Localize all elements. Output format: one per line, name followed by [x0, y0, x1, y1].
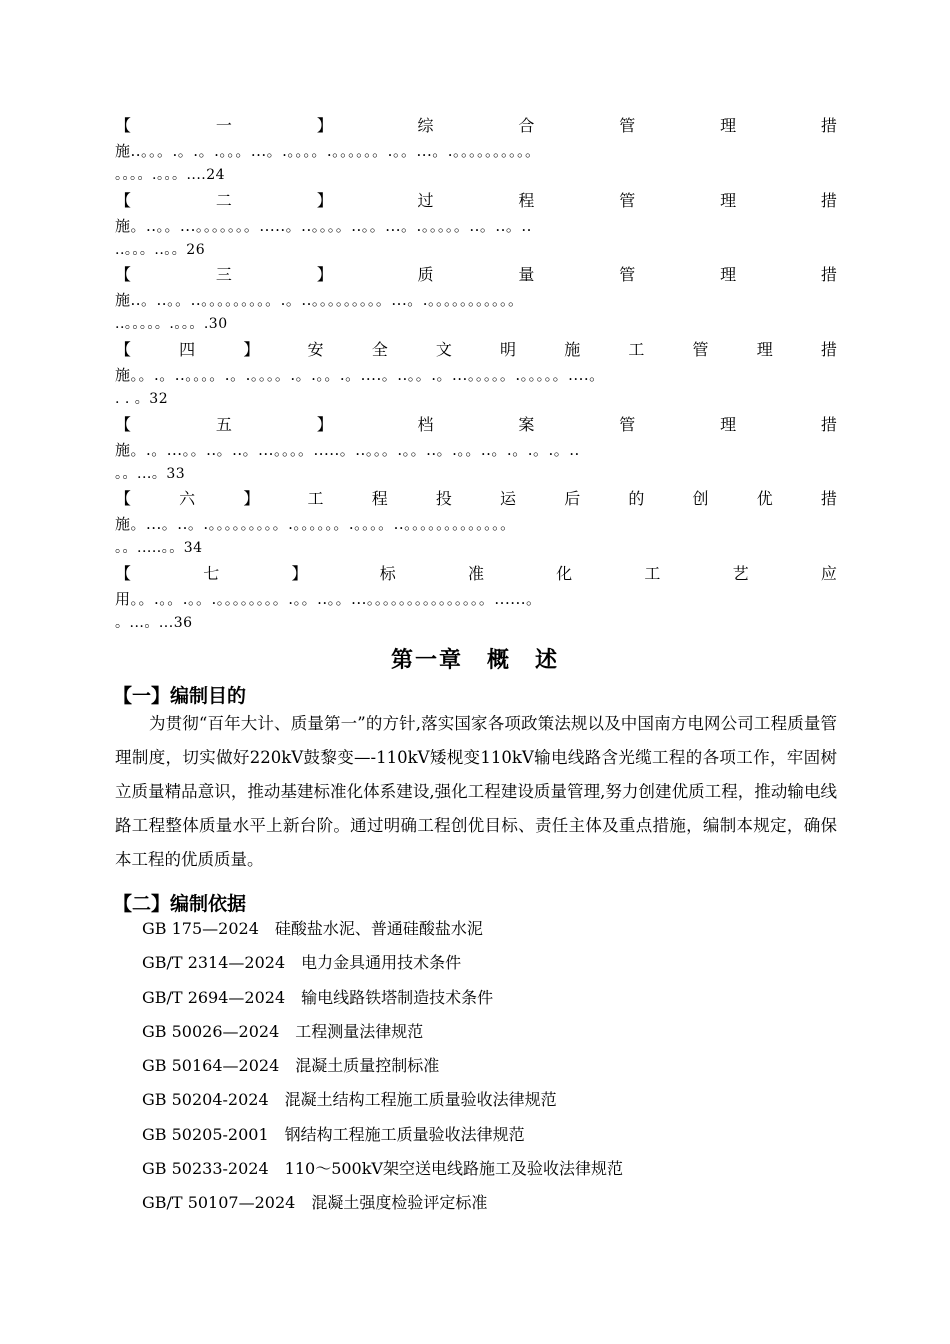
- toc-char: 六: [179, 489, 196, 509]
- list-item: [142, 981, 623, 1015]
- toc-char: 质: [417, 265, 434, 285]
- table-of-contents: [115, 112, 837, 635]
- toc-char: 一: [215, 116, 232, 135]
- toc-char: 措: [820, 265, 837, 285]
- standard-code: GB 50204-2024: [142, 1090, 269, 1110]
- list-item: [142, 1152, 623, 1186]
- toc-char: 理: [756, 340, 773, 360]
- toc-char: 措: [820, 190, 837, 210]
- toc-char: 【: [115, 489, 132, 509]
- toc-char: 四: [179, 340, 196, 360]
- standard-name: 混凝土强度检验评定标准: [311, 1193, 488, 1213]
- toc-leader-dots: 用。。.。。.。。.。。。。。。。。.。。..。。...。。。。。。。。。。。。。。。......。: [115, 590, 542, 609]
- toc-char: 三: [215, 265, 232, 285]
- toc-char: 量: [518, 265, 535, 285]
- toc-entry[interactable]: [115, 261, 837, 336]
- toc-char: 施: [564, 340, 581, 360]
- toc-entry[interactable]: [115, 187, 837, 262]
- toc-char: 文: [435, 340, 452, 360]
- toc-char: 措: [820, 340, 837, 360]
- toc-char: 理: [720, 265, 737, 285]
- toc-char: 五: [215, 414, 232, 434]
- toc-char: 过: [417, 190, 434, 210]
- toc-char: 理: [720, 116, 737, 135]
- toc-char: 后: [564, 489, 581, 509]
- toc-char: 】: [243, 340, 260, 360]
- list-item: [142, 1049, 623, 1083]
- toc-char: 创: [692, 489, 709, 509]
- standard-code: GB 50233-2024: [142, 1159, 269, 1179]
- toc-leader-dots: 施。...。..。.。。。。。。。。。.。。。。。。.。。。。..。。。。。。。。。。。。。: [115, 515, 516, 534]
- toc-entry-title: [115, 112, 837, 139]
- list-item: [142, 1083, 623, 1117]
- standard-name: 混凝土结构工程施工质量验收法律规范: [284, 1090, 557, 1110]
- standard-code: GB/T 2314—2024: [142, 953, 286, 973]
- toc-char: 投: [435, 489, 452, 509]
- toc-char: 合: [518, 116, 535, 135]
- toc-char: 工: [644, 564, 661, 584]
- toc-char: 理: [720, 414, 737, 434]
- toc-page-number: 。...。...36: [115, 615, 193, 632]
- toc-char: 程: [518, 190, 535, 210]
- toc-char: 管: [619, 414, 636, 434]
- toc-leader-dots: 施。.。...。。..。..。...。。。。.....。..。。。.。。..。.。。..。.。.。.。..: [115, 440, 580, 459]
- toc-char: 明: [500, 340, 517, 360]
- toc-entry-title: [115, 485, 837, 512]
- toc-char: 应: [820, 564, 837, 584]
- toc-char: 艺: [732, 564, 749, 584]
- toc-char: 七: [203, 564, 220, 584]
- standard-name: 输电线路铁塔制造技术条件: [301, 987, 494, 1007]
- toc-entry-title: [115, 336, 837, 363]
- section-title-basis: 【二】编制依据: [113, 893, 247, 915]
- toc-char: 管: [619, 265, 636, 285]
- standard-code: GB 50205-2001: [142, 1124, 269, 1144]
- toc-char: 管: [619, 190, 636, 210]
- standard-name: 110～500kV架空送电线路施工及验收法律规范: [284, 1159, 623, 1179]
- toc-entry-title: [115, 187, 837, 214]
- toc-char: 管: [619, 116, 636, 135]
- toc-char: 措: [820, 489, 837, 509]
- toc-char: 案: [518, 414, 535, 434]
- toc-page-number: 。。...。33: [115, 465, 186, 482]
- standard-name: 工程测量法律规范: [295, 1021, 424, 1041]
- toc-char: 理: [720, 190, 737, 210]
- purpose-paragraph: 为贯彻“百年大计、质量第一”的方针,落实国家各项政策法规以及中国南方电网公司工程质量管理制度，切实做好220kV鼓黎变—-110kV矮枧变110kV输电线路含光缆工程的各项工作，牢固树立质量精品意识，推动基建标准化体系建设,强化工程建设质量管理,努力创建优质工程，推动输电线路工程整体质量水平上新台阶。通过明确工程创优目标、责任主体及重点措施，编制本规定，确保本工程的优质质量。: [115, 714, 837, 869]
- toc-char: 】: [243, 489, 260, 509]
- toc-char: 准: [467, 564, 484, 584]
- list-item: [142, 912, 623, 946]
- section-title-purpose: 【一】编制目的: [113, 685, 247, 707]
- toc-leader-dots: 施。。.。..。。。。.。.。。。。.。.。。.。....。..。。.。...。。。。。.。。。。。....。: [115, 366, 605, 385]
- toc-char: 【: [115, 116, 132, 135]
- toc-char: 优: [756, 489, 773, 509]
- toc-char: 措: [820, 414, 837, 434]
- standard-code: GB 175—2024: [142, 919, 259, 938]
- standard-code: GB/T 50107—2024: [142, 1193, 296, 1213]
- toc-page-number: 。。.....。。34: [115, 540, 203, 557]
- toc-char: 运: [500, 489, 517, 509]
- toc-char: 工: [307, 489, 324, 509]
- toc-char: 化: [556, 564, 573, 584]
- toc-char: 【: [115, 564, 132, 584]
- toc-char: 】: [316, 116, 333, 135]
- toc-entry-title: [115, 261, 837, 288]
- toc-char: 】: [316, 265, 333, 285]
- toc-leader-dots: 施..。。。.。.。.。。。...。.。。。。.。。。。。。.。。...。.。。。。。。。。。。: [115, 142, 541, 160]
- toc-entry[interactable]: [115, 112, 837, 187]
- toc-char: 】: [291, 564, 308, 584]
- toc-char: 程: [371, 489, 388, 509]
- toc-page-number: ..。。。..。。26: [115, 241, 206, 258]
- toc-entry-title: [115, 411, 837, 438]
- toc-char: 【: [115, 265, 132, 285]
- toc-char: 综: [417, 116, 434, 135]
- toc-char: 的: [628, 489, 645, 509]
- toc-char: 二: [215, 190, 232, 210]
- standard-code: GB 50164—2024: [142, 1056, 280, 1076]
- toc-entry[interactable]: [115, 411, 837, 486]
- toc-char: 】: [316, 190, 333, 210]
- toc-char: 工: [628, 340, 645, 360]
- list-item: [142, 946, 623, 980]
- standards-list: [142, 912, 623, 1221]
- toc-char: 标: [379, 564, 396, 584]
- list-item: [142, 1186, 623, 1220]
- toc-char: 【: [115, 190, 132, 210]
- toc-entry[interactable]: [115, 485, 837, 560]
- toc-char: 全: [371, 340, 388, 360]
- toc-leader-dots: 施..。..。。..。。。。。。。。。.。..。。。。。。。。。...。.。。。。。。。。。。。: [115, 291, 524, 310]
- list-item: [142, 1015, 623, 1049]
- toc-char: 管: [692, 340, 709, 360]
- toc-char: 安: [307, 340, 324, 360]
- standard-name: 硅酸盐水泥、普通硅酸盐水泥: [274, 919, 483, 938]
- standard-name: 混凝土质量控制标准: [295, 1056, 440, 1076]
- chapter-title: 第一章 概 述: [390, 648, 559, 673]
- toc-char: 】: [316, 414, 333, 434]
- toc-char: 【: [115, 414, 132, 434]
- toc-page-number: 。。。。.。。。....24: [115, 167, 226, 183]
- toc-char: 【: [115, 340, 132, 360]
- toc-char: 档: [417, 414, 434, 434]
- standard-name: 钢结构工程施工质量验收法律规范: [284, 1124, 525, 1144]
- list-item: [142, 1118, 623, 1152]
- toc-entry-title: [115, 560, 837, 587]
- toc-entry[interactable]: [115, 560, 837, 635]
- standard-code: GB 50026—2024: [142, 1021, 280, 1041]
- toc-leader-dots: 施。..。。...。。。。。。。.....。..。。。。..。。...。.。。。。。..。..。..: [115, 216, 532, 235]
- standard-code: GB/T 2694—2024: [142, 987, 286, 1007]
- toc-char: 措: [820, 116, 837, 135]
- toc-page-number: . . 。32: [115, 391, 169, 408]
- toc-page-number: ..。。。。。.。。。.30: [115, 316, 228, 333]
- standard-name: 电力金具通用技术条件: [301, 953, 462, 973]
- toc-entry[interactable]: [115, 336, 837, 411]
